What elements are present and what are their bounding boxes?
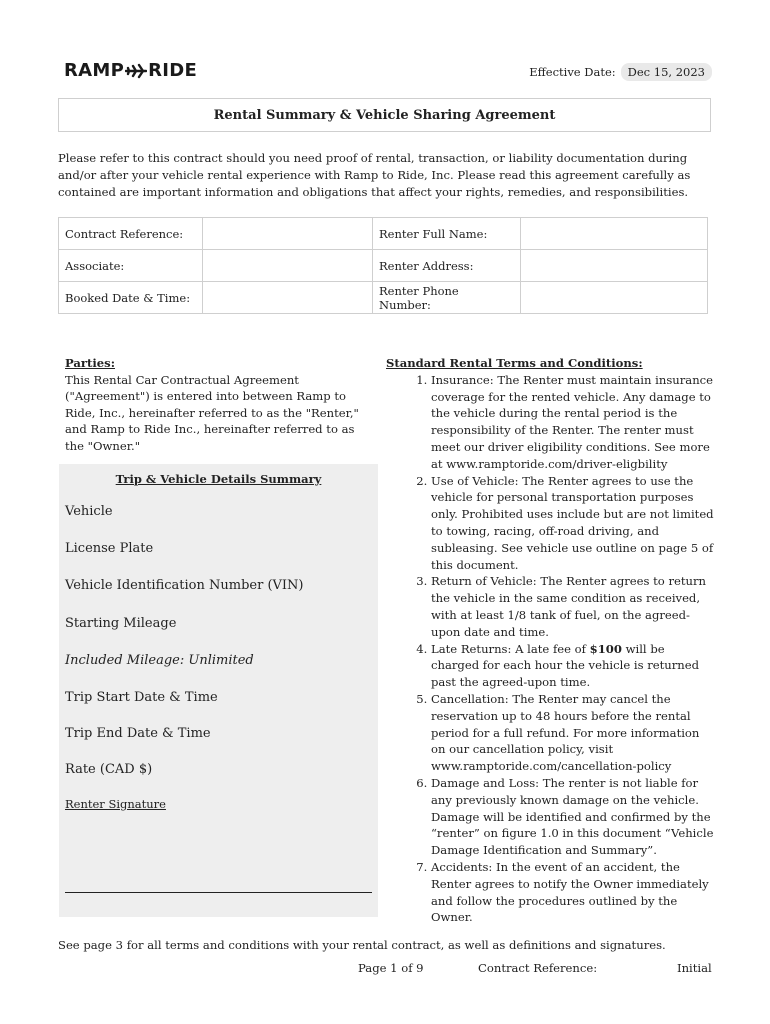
field-vin: Vehicle Identification Number (VIN) — [65, 578, 304, 593]
renter-signature-line[interactable] — [65, 892, 372, 893]
field-license-plate: License Plate — [65, 541, 154, 556]
late-fee-amount: $100 — [589, 641, 622, 656]
parties-text: This Rental Car Contractual Agreement ("Agreement") is entered into between Ramp to Ride, Inc., hereinafter referred to as the "Renter," and Ramp to Ride Inc., hereinafter referred to as the "Owner." — [65, 372, 359, 453]
renter-signature-label: Renter Signature — [65, 797, 166, 811]
document-title: Rental Summary & Vehicle Sharing Agreement — [58, 98, 711, 132]
field-rate: Rate (CAD $) — [65, 762, 153, 777]
field-trip-start: Trip Start Date & Time — [65, 690, 218, 705]
footer-initial[interactable]: Initial — [677, 961, 712, 975]
contract-info-table — [58, 217, 708, 314]
list-item: 2. Use of Vehicle: The Renter agrees to use the vehicle for personal transportation purposes only. Prohibited uses include but are not limited to towing, racing, off-road driving, and subleasing. See vehicle use outline on page 5 of this document. — [431, 473, 716, 574]
ramp-to-ride-logo — [64, 60, 197, 81]
list-item: 4. Late Returns: A late fee of $100 will be charged for each hour the vehicle is returned past the agreed-upon time. — [431, 641, 716, 691]
field-trip-end: Trip End Date & Time — [65, 726, 211, 741]
table-row — [59, 250, 708, 282]
booked-date-time-field[interactable] — [203, 282, 373, 314]
plane-icon — [125, 63, 147, 79]
table-row — [59, 218, 708, 250]
field-starting-mileage: Starting Mileage — [65, 616, 177, 631]
footer-note: See page 3 for all terms and conditions with your rental contract, as well as definitions and signatures. — [58, 938, 666, 952]
renter-phone-label: Renter Phone Number: — [373, 282, 521, 314]
parties-section — [65, 355, 377, 454]
renter-phone-field[interactable] — [521, 282, 708, 314]
contract-reference-field[interactable] — [203, 218, 373, 250]
field-included-mileage: Included Mileage: Unlimited — [65, 653, 254, 668]
effective-date-label: Effective Date: — [529, 65, 616, 79]
terms-heading: Standard Rental Terms and Conditions: — [386, 356, 643, 370]
field-vehicle: Vehicle — [65, 504, 113, 519]
page-number: Page 1 of 9 — [358, 961, 424, 975]
renter-full-name-field[interactable] — [521, 218, 708, 250]
list-item: 1. Insurance: The Renter must maintain insurance coverage for the rented vehicle. Any damage to the vehicle during the rental period is the responsibility of the Renter. The renter must meet our driver eligibility conditions. See more at www.ramptoride.com/driver-eligbility — [431, 372, 716, 473]
associate-field[interactable] — [203, 250, 373, 282]
logo-text-ride: RIDE — [148, 60, 198, 81]
effective-date-block — [529, 63, 712, 81]
booked-date-time-label: Booked Date & Time: — [59, 282, 203, 314]
contract-reference-label: Contract Reference: — [59, 218, 203, 250]
logo-text-ramp: RAMP — [64, 60, 125, 81]
list-item: 6. Damage and Loss: The renter is not liable for any previously known damage on the vehicle. Damage will be identified and confirmed by the “renter” on figure 1.0 in this document “Vehicle Damage Identification and Summary”. — [431, 775, 716, 859]
terms-list — [431, 372, 716, 926]
intro-paragraph: Please refer to this contract should you need proof of rental, transaction, or liability documentation during and/or after your vehicle rental experience with Ramp to Ride, Inc. Please read this agreement carefully as contained are important information and obligations that affect your rights, remedies, and responsibilities. — [58, 151, 691, 199]
effective-date-value[interactable]: Dec 15, 2023 — [621, 63, 712, 81]
terms-section — [386, 355, 716, 926]
trip-vehicle-summary-panel — [59, 464, 378, 917]
renter-address-label: Renter Address: — [373, 250, 521, 282]
list-item: 7. Accidents: In the event of an accident, the Renter agrees to notify the Owner immediately and follow the procedures outlined by the Owner. — [431, 859, 716, 926]
associate-label: Associate: — [59, 250, 203, 282]
table-row — [59, 282, 708, 314]
summary-title: Trip & Vehicle Details Summary — [115, 472, 322, 486]
list-item: 5. Cancellation: The Renter may cancel the reservation up to 48 hours before the rental period for a full refund. For more information on our cancellation policy, visit www.ramptoride.com/cancellation-policy — [431, 691, 716, 775]
renter-address-field[interactable] — [521, 250, 708, 282]
renter-full-name-label: Renter Full Name: — [373, 218, 521, 250]
list-item: 3. Return of Vehicle: The Renter agrees to return the vehicle in the same condition as received, with at least 1/8 tank of fuel, on the agreed-upon date and time. — [431, 573, 716, 640]
footer-contract-reference: Contract Reference: — [478, 961, 598, 975]
parties-heading: Parties: — [65, 356, 115, 370]
